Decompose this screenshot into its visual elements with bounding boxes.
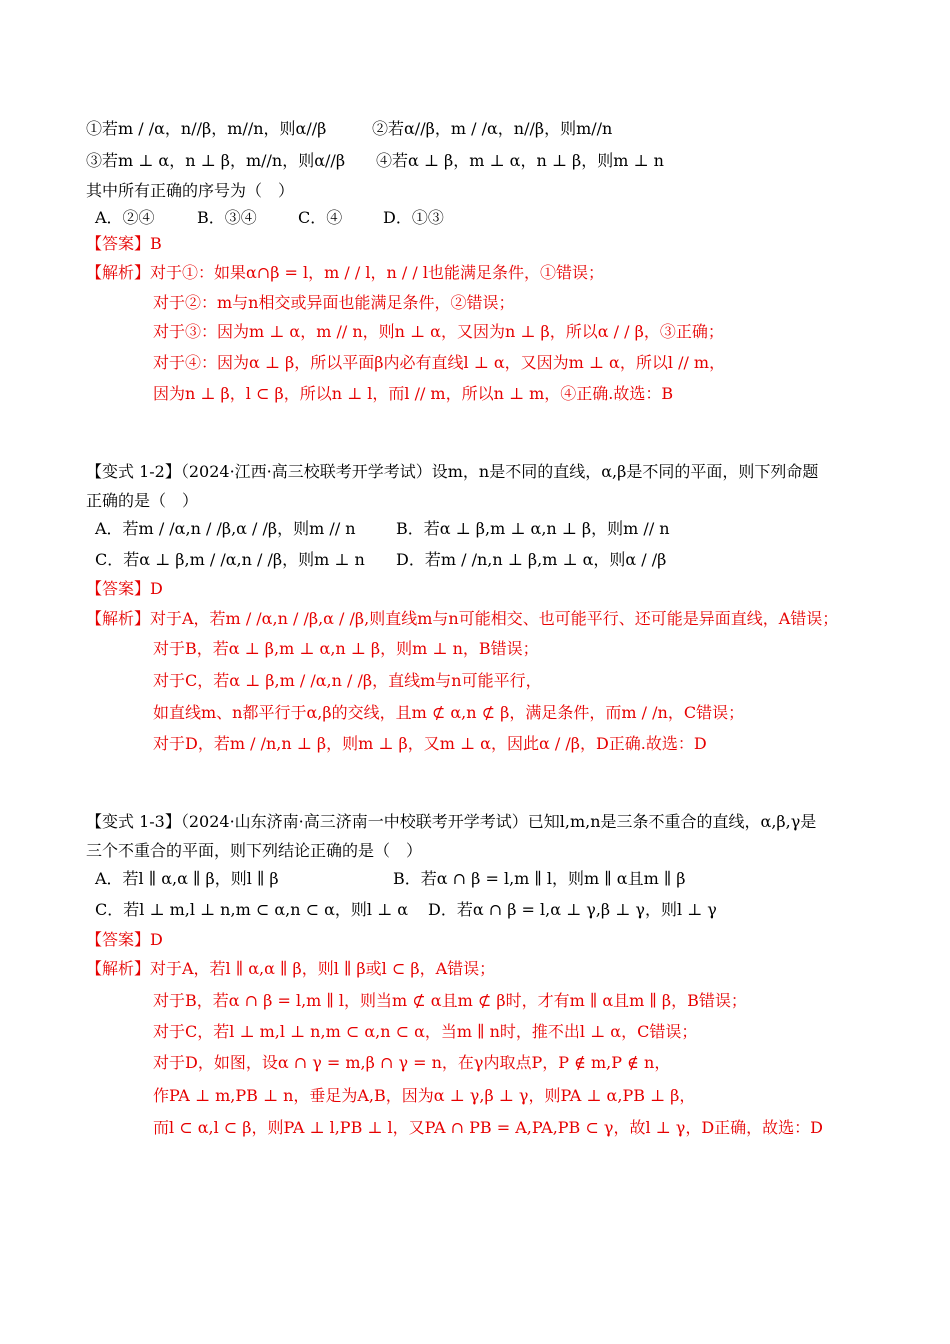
- variant-1-3-title-cont: 三个不重合的平面，则下列结论正确的是（ ）: [86, 841, 423, 860]
- statement-4: ④若α ⊥ β，m ⊥ α，n ⊥ β，则m ⊥ n: [376, 151, 664, 170]
- analysis-line: 对于C，若l ⊥ m,l ⊥ n,m ⊂ α,n ⊂ α，当m ∥ n时，推不出l ⊥ α，C错误；: [153, 1022, 698, 1041]
- question-text: 其中所有正确的序号为（ ）: [86, 181, 295, 200]
- analysis-line: 作PA ⊥ m,PB ⊥ n，垂足为A,B，因为α ⊥ γ,β ⊥ γ，则PA ⊥ α,PB ⊥ β，: [153, 1086, 696, 1105]
- analysis-line: 对于③：因为m ⊥ α，m // n，则n ⊥ α，又因为n ⊥ β，所以α / / β，③正确；: [153, 322, 724, 341]
- statement-2: ②若α//β，m / /α，n//β，则m//n: [372, 119, 613, 138]
- variant-1-2-title: 【变式 1-2】（2024·江西·高三校联考开学考试）设m，n是不同的直线，α,β是不同的平面，则下列命题: [86, 462, 819, 481]
- option-b: B．若α ∩ β = l,m ∥ l，则m ∥ α且m ∥ β: [393, 869, 686, 888]
- answer: 【答案】D: [86, 930, 163, 949]
- answer: 【答案】B: [86, 234, 162, 253]
- analysis-line: 对于C，若α ⊥ β,m / /α,n / /β，直线m与n可能平行，: [153, 671, 542, 690]
- option-a: A．②④: [95, 208, 155, 227]
- option-c: C．若l ⊥ m,l ⊥ n,m ⊂ α,n ⊂ α，则l ⊥ α: [95, 900, 409, 919]
- analysis-line: 对于D，如图，设α ∩ γ = m,β ∩ γ = n，在γ内取点P，P ∉ m,P ∉ n，: [153, 1053, 671, 1072]
- option-b: B．若α ⊥ β,m ⊥ α,n ⊥ β，则m // n: [396, 519, 670, 538]
- analysis-line: 而l ⊂ α,l ⊂ β，则PA ⊥ l,PB ⊥ l，又PA ∩ PB = A,PA,PB ⊂ γ，故l ⊥ γ，D正确，故选：D: [153, 1118, 823, 1137]
- analysis-line: 【解析】对于①：如果α∩β = l，m / / l，n / / l也能满足条件，①错误；: [86, 263, 604, 282]
- analysis-line: 对于B，若α ⊥ β,m ⊥ α,n ⊥ β，则m ⊥ n，B错误；: [153, 639, 539, 658]
- option-a: A．若m / /α,n / /β,α / /β，则m // n: [95, 519, 356, 538]
- analysis-line: 因为n ⊥ β，l ⊂ β，所以n ⊥ l，而l // m，所以n ⊥ m，④正确.故选：B: [153, 384, 674, 403]
- analysis-line: 对于D，若m / /n,n ⊥ β，则m ⊥ β，又m ⊥ α，因此α / /β，D正确.故选：D: [153, 734, 707, 753]
- analysis-line: 【解析】对于A，若l ∥ α,α ∥ β，则l ∥ β或l ⊂ β，A错误；: [86, 959, 496, 978]
- option-d: D．若α ∩ β = l,α ⊥ γ,β ⊥ γ，则l ⊥ γ: [428, 900, 717, 919]
- variant-1-2-title-cont: 正确的是（ ）: [86, 491, 199, 510]
- option-c: C．若α ⊥ β,m / /α,n / /β，则m ⊥ n: [95, 550, 365, 569]
- analysis-line: 对于④：因为α ⊥ β，所以平面β内必有直线l ⊥ α，又因为m ⊥ α，所以l // m，: [153, 353, 726, 372]
- analysis-line: 如直线m、n都平行于α,β的交线，且m ⊄ α,n ⊄ β，满足条件，而m / /n，C错误；: [153, 703, 745, 722]
- option-b: B．③④: [197, 208, 257, 227]
- statement-3: ③若m ⊥ α，n ⊥ β，m//n，则α//β: [86, 151, 346, 170]
- answer: 【答案】D: [86, 579, 163, 598]
- analysis-line: 【解析】对于A，若m / /α,n / /β,α / /β,则直线m与n可能相交、也可能平行、还可能是异面直线，A错误；: [86, 609, 839, 628]
- option-a: A．若l ∥ α,α ∥ β，则l ∥ β: [95, 869, 279, 888]
- statement-1: ①若m / /α，n//β，m//n，则α//β: [86, 119, 327, 138]
- option-d: D．①③: [383, 208, 444, 227]
- option-c: C．④: [298, 208, 343, 227]
- option-d: D．若m / /n,n ⊥ β,m ⊥ α，则α / /β: [396, 550, 667, 569]
- analysis-line: 对于②：m与n相交或异面也能满足条件，②错误；: [153, 293, 515, 312]
- analysis-line: 对于B，若α ∩ β = l,m ∥ l，则当m ⊄ α且m ⊄ β时，才有m ∥ α且m ∥ β，B错误；: [153, 991, 747, 1010]
- variant-1-3-title: 【变式 1-3】（2024·山东济南·高三济南一中校联考开学考试）已知l,m,n是三条不重合的直线，α,β,γ是: [86, 812, 817, 831]
